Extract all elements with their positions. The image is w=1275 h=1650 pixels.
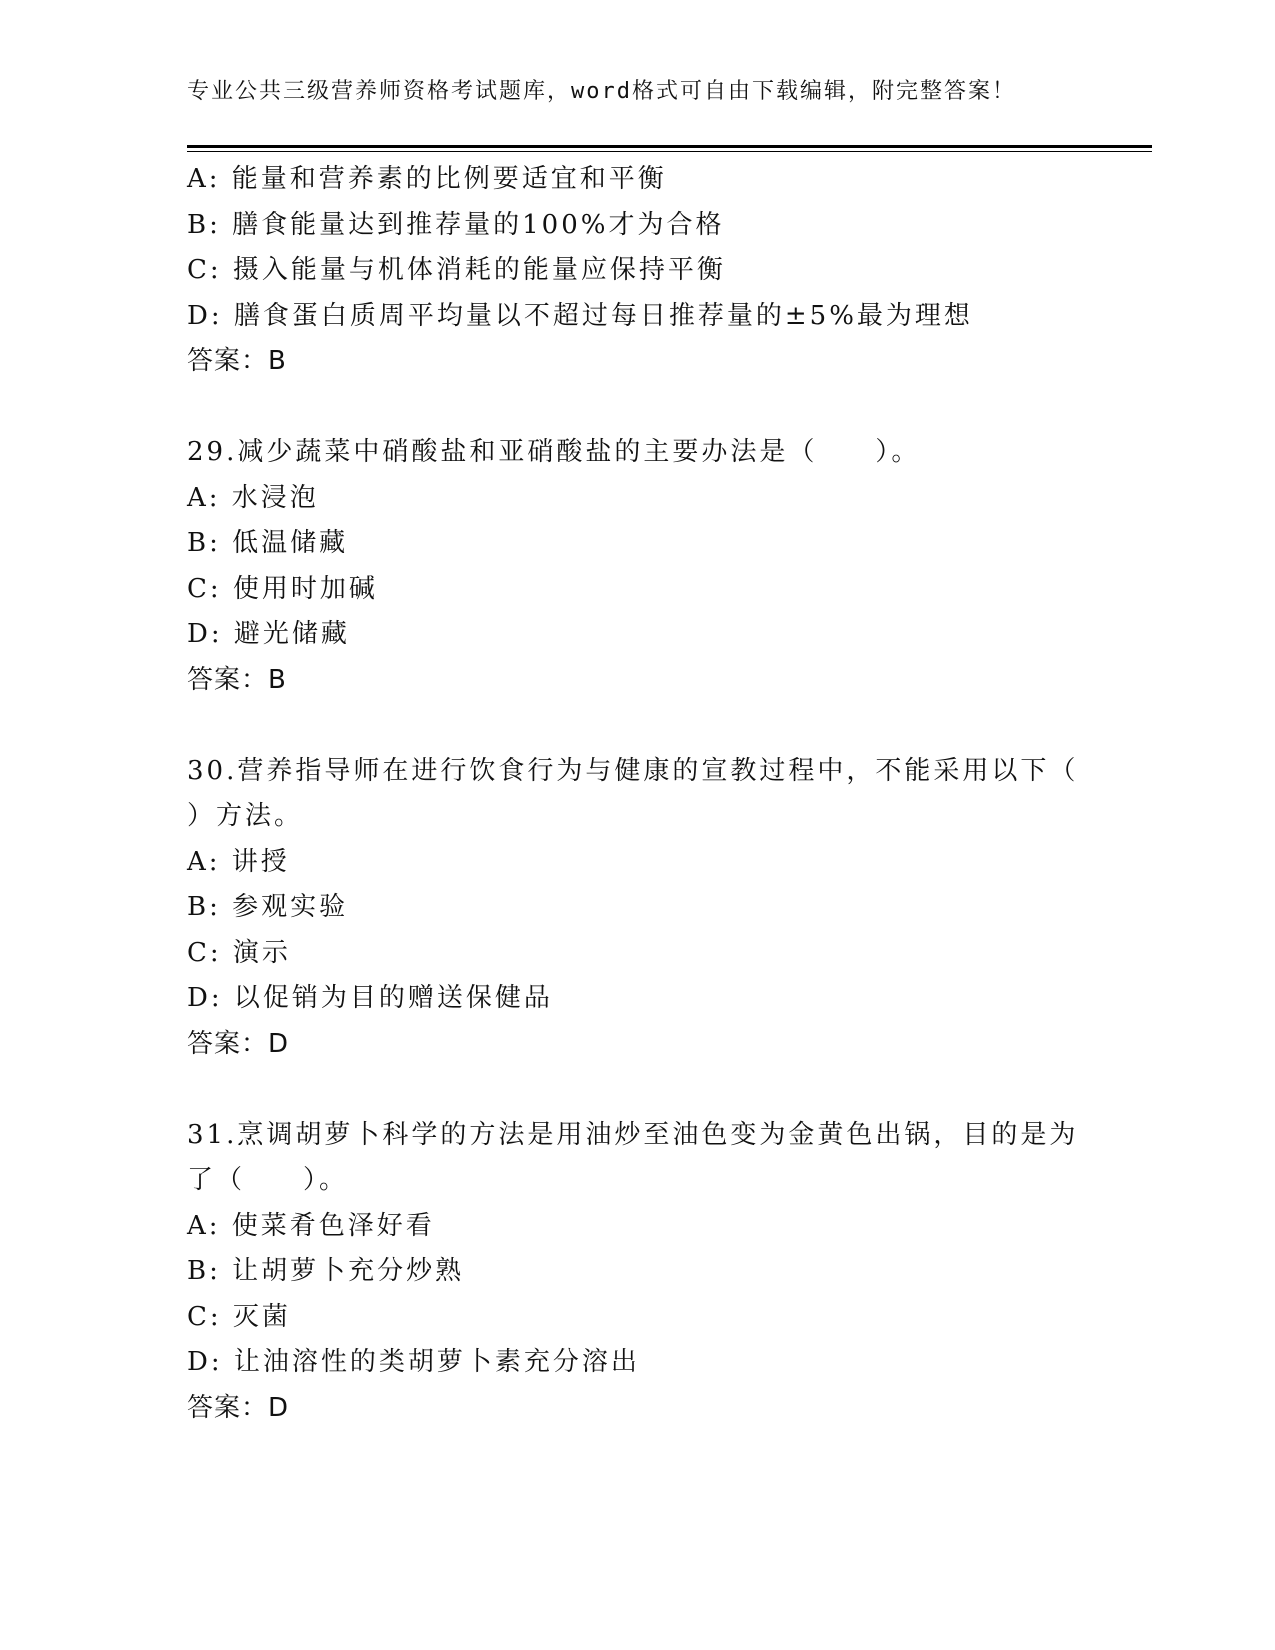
header-rule-thick	[187, 145, 1152, 148]
question-text-continued: ）方法。	[187, 801, 304, 831]
option-b: B: 让胡萝卜充分炒熟	[187, 1256, 465, 1286]
option-b: B: 膳食能量达到推荐量的100%才为合格	[187, 209, 725, 240]
option-d: D: 让油溶性的类胡萝卜素充分溶出	[187, 1347, 640, 1377]
header-rule-thin	[187, 151, 1152, 152]
question-30	[187, 749, 1087, 1068]
option-b: B: 参观实验	[187, 892, 349, 922]
option-c: C: 灭菌	[187, 1301, 291, 1332]
question-text: 30.营养指导师在进行饮食行为与健康的宣教过程中，不能采用以下（	[187, 755, 1079, 786]
option-a: A: 能量和营养素的比例要适宜和平衡	[187, 164, 667, 194]
question-list	[187, 157, 1087, 1431]
option-a: A: 使菜肴色泽好看	[187, 1210, 435, 1241]
option-a: A: 水浸泡	[187, 482, 319, 513]
answer: 答案：D	[187, 1028, 290, 1059]
page-header: 专业公共三级营养师资格考试题库，word格式可自由下载编辑，附完整答案！	[187, 79, 1016, 104]
option-c: C: 演示	[187, 937, 291, 968]
option-b: B: 低温储藏	[187, 528, 349, 558]
option-d: D: 膳食蛋白质周平均量以不超过每日推荐量的±5%最为理想	[187, 300, 973, 331]
option-a: A: 讲授	[187, 846, 290, 877]
question-28	[187, 157, 1087, 385]
answer: 答案：B	[187, 664, 287, 695]
question-text: 31.烹调胡萝卜科学的方法是用油炒至油色变为金黄色出锅，目的是为	[187, 1119, 1079, 1150]
question-31	[187, 1113, 1087, 1432]
answer: 答案：B	[187, 346, 287, 376]
answer: 答案：D	[187, 1392, 290, 1423]
option-d: D: 避光储藏	[187, 619, 350, 649]
question-text-continued: 了（ ）。	[187, 1165, 349, 1195]
question-29	[187, 430, 1087, 703]
question-text: 29.减少蔬菜中硝酸盐和亚硝酸盐的主要办法是（ ）。	[187, 437, 921, 467]
option-c: C: 摄入能量与机体消耗的能量应保持平衡	[187, 255, 726, 285]
option-c: C: 使用时加碱	[187, 573, 378, 604]
option-d: D: 以促销为目的赠送保健品	[187, 983, 553, 1013]
